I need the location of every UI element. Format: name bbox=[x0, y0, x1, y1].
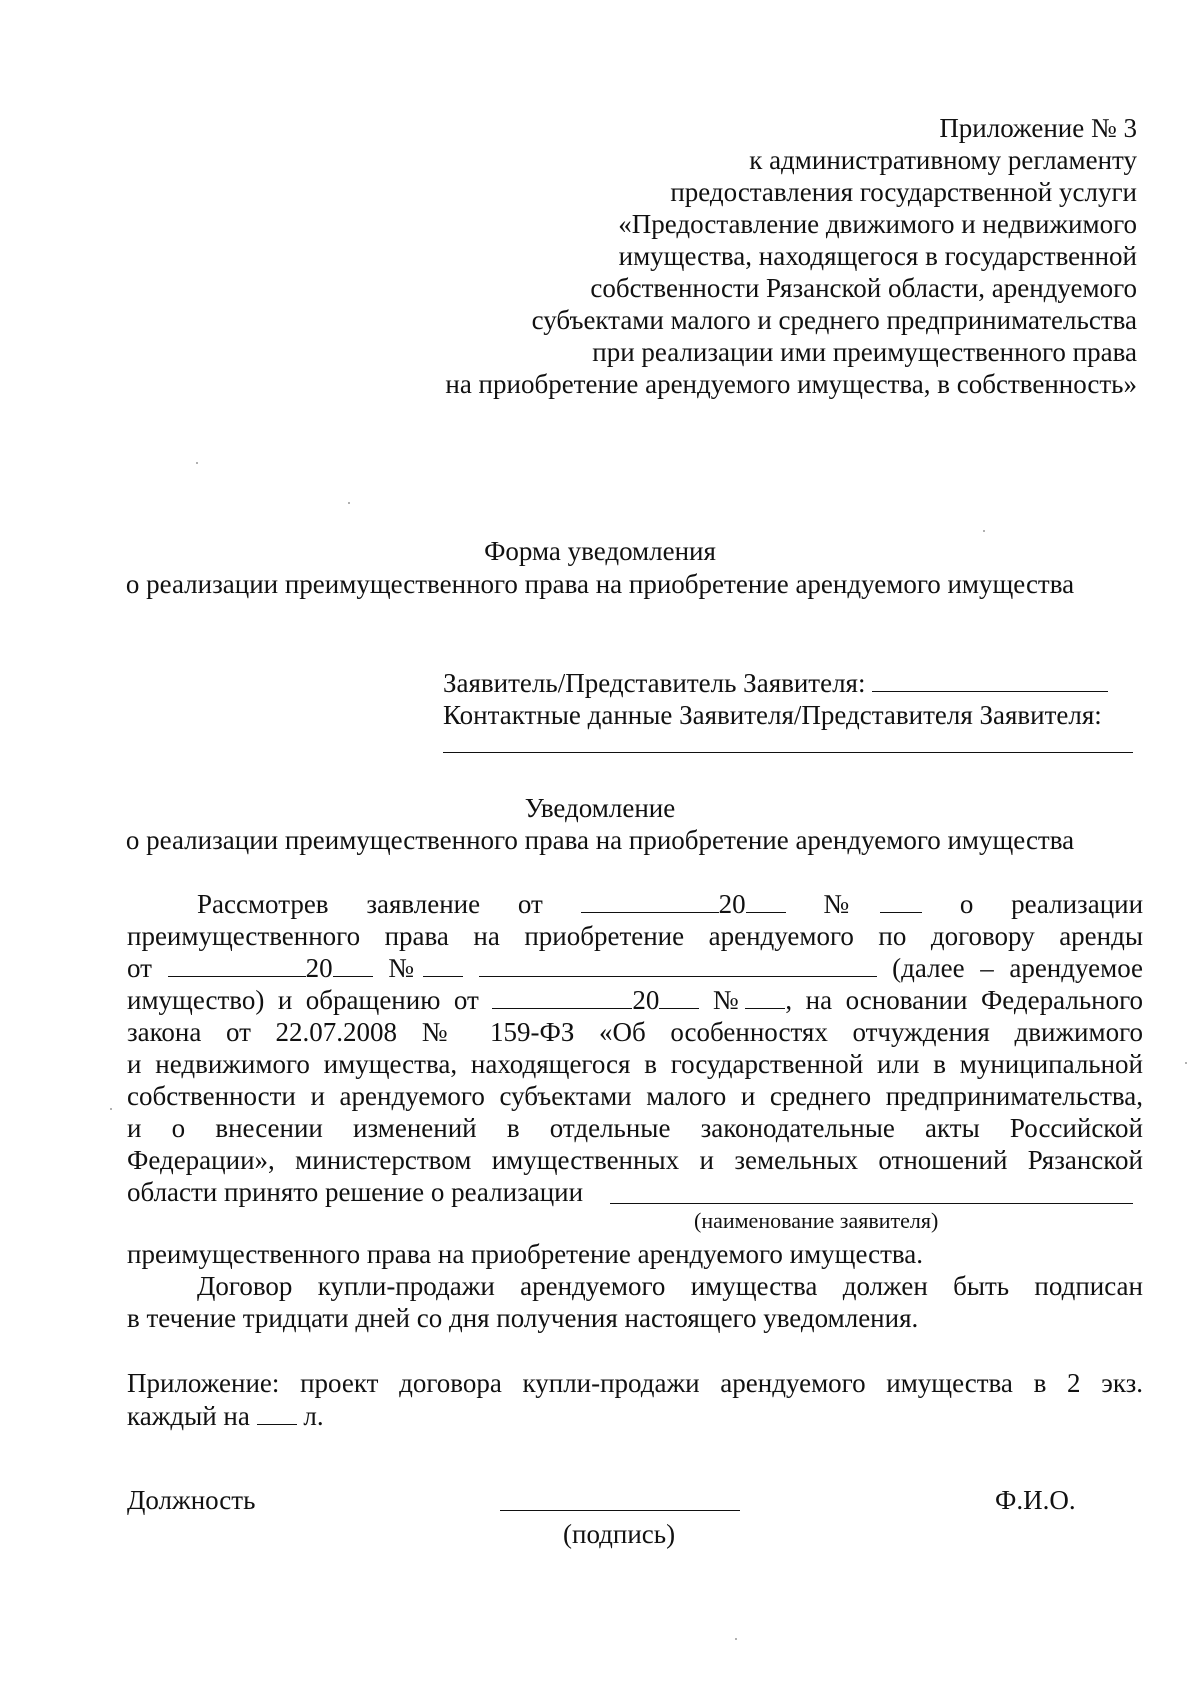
scan-speck bbox=[110, 1108, 112, 1110]
contacts-label: Контактные данные Заявителя/Представителя Заявителя: bbox=[443, 700, 1102, 730]
applicant-field[interactable] bbox=[872, 669, 1108, 692]
body-line bbox=[197, 888, 1143, 920]
position-label: Должность bbox=[127, 1485, 256, 1515]
body-line: и недвижимого имущества, находящегося в государственной или в муниципальной bbox=[127, 1049, 1143, 1079]
appeal-date-group bbox=[492, 985, 699, 1015]
header-line: «Предоставление движимого и недвижимого bbox=[618, 209, 1137, 239]
scan-speck bbox=[1185, 1062, 1187, 1064]
attachment-line: Приложение: проект договора купли-продажи арендуемого имущества в 2 экз. bbox=[127, 1368, 1143, 1398]
body-line bbox=[127, 984, 1143, 1016]
application-number-group bbox=[823, 889, 922, 919]
header-line: Приложение № 3 bbox=[939, 113, 1137, 143]
header-line: субъектами малого и среднего предпринимательства bbox=[531, 305, 1137, 335]
year-prefix: 20 bbox=[632, 985, 660, 1015]
application-date-field[interactable] bbox=[581, 890, 719, 913]
body-word: о bbox=[959, 889, 974, 919]
lease-number-field[interactable] bbox=[423, 954, 463, 977]
lease-details-field[interactable] bbox=[479, 954, 877, 977]
application-year-field[interactable] bbox=[746, 890, 786, 913]
header-line: собственности Рязанской области, арендуемого bbox=[590, 273, 1137, 303]
body-line: и о внесении изменений в отдельные законодательные акты Российской bbox=[127, 1113, 1143, 1143]
body-line: собственности и арендуемого субъектами малого и среднего предпринимательства, bbox=[127, 1081, 1143, 1111]
body-word: от bbox=[517, 889, 543, 919]
notice-subtitle: о реализации преимущественного права на приобретение арендуемого имущества bbox=[125, 825, 1075, 855]
attachment-pages-field[interactable] bbox=[257, 1402, 297, 1425]
lease-year-field[interactable] bbox=[333, 954, 373, 977]
body-word: от bbox=[127, 953, 152, 983]
attachment-text: каждый на bbox=[127, 1401, 250, 1431]
header-line: имущества, находящегося в государственной bbox=[618, 241, 1137, 271]
header-line: предоставления государственной услуги bbox=[670, 177, 1137, 207]
header-line: при реализации ими преимущественного права bbox=[592, 337, 1137, 367]
body-line bbox=[127, 952, 1143, 984]
body-line: преимущественного права на приобретение арендуемого по договору аренды bbox=[127, 921, 1143, 951]
body-word: (далее – арендуемое bbox=[892, 953, 1144, 983]
header-line: на приобретение арендуемого имущества, в собственность» bbox=[445, 369, 1137, 399]
number-sign: № bbox=[823, 889, 881, 919]
year-prefix: 20 bbox=[305, 953, 333, 983]
full-name-label: Ф.И.О. bbox=[995, 1485, 1076, 1515]
appeal-number-field[interactable] bbox=[745, 986, 785, 1009]
form-title: Форма уведомления bbox=[484, 536, 716, 566]
scan-speck bbox=[735, 1638, 737, 1640]
signature-field[interactable] bbox=[500, 1510, 740, 1511]
applicant-name-caption: (наименование заявителя) bbox=[694, 1208, 939, 1233]
contacts-field[interactable] bbox=[443, 752, 1133, 753]
header-line: к административному регламенту bbox=[749, 145, 1137, 175]
body-line: области принято решение о реализации bbox=[127, 1177, 584, 1207]
appeal-date-field[interactable] bbox=[492, 986, 632, 1009]
application-number-field[interactable] bbox=[880, 890, 922, 913]
attachment-pages bbox=[127, 1400, 324, 1432]
applicant-label-text: Заявитель/Представитель Заявителя: bbox=[443, 668, 866, 698]
appeal-year-field[interactable] bbox=[659, 986, 699, 1009]
body-word: Рассмотрев bbox=[197, 889, 329, 919]
year-prefix: 20 bbox=[718, 889, 746, 919]
body-line: закона от 22.07.2008 № 159-ФЗ «Об особенностях отчуждения движимого bbox=[127, 1017, 1143, 1047]
lease-number-group bbox=[388, 953, 463, 983]
scan-speck bbox=[196, 462, 198, 464]
body-word: реализации bbox=[1011, 889, 1144, 919]
appeal-number-group bbox=[713, 985, 1143, 1015]
appendix-header bbox=[445, 112, 1137, 400]
application-date-group bbox=[581, 889, 786, 919]
applicant-label bbox=[443, 667, 1108, 699]
body-word: , на основании Федерального bbox=[785, 985, 1143, 1015]
attachment-text: л. bbox=[303, 1401, 324, 1431]
number-sign: № bbox=[712, 985, 746, 1015]
form-subtitle: о реализации преимущественного права на приобретение арендуемого имущества bbox=[125, 569, 1075, 599]
number-sign: № bbox=[388, 953, 423, 983]
body-line: в течение тридцати дней со дня получения настоящего уведомления. bbox=[127, 1303, 919, 1333]
scan-speck bbox=[348, 502, 350, 504]
body-line: Договор купли-продажи арендуемого имущества должен быть подписан bbox=[197, 1271, 1143, 1301]
scan-speck bbox=[983, 530, 985, 532]
lease-date-field[interactable] bbox=[168, 954, 306, 977]
applicant-name-field[interactable] bbox=[610, 1203, 1133, 1204]
body-line: преимущественного права на приобретение арендуемого имущества. bbox=[127, 1239, 924, 1269]
body-word: имущество) и обращению от bbox=[127, 985, 479, 1015]
notice-title: Уведомление bbox=[524, 793, 676, 823]
lease-date-group bbox=[168, 953, 373, 983]
body-line: Федерации», министерством имущественных и земельных отношений Рязанской bbox=[127, 1145, 1143, 1175]
body-word: заявление bbox=[366, 889, 481, 919]
signature-caption: (подпись) bbox=[563, 1519, 676, 1549]
